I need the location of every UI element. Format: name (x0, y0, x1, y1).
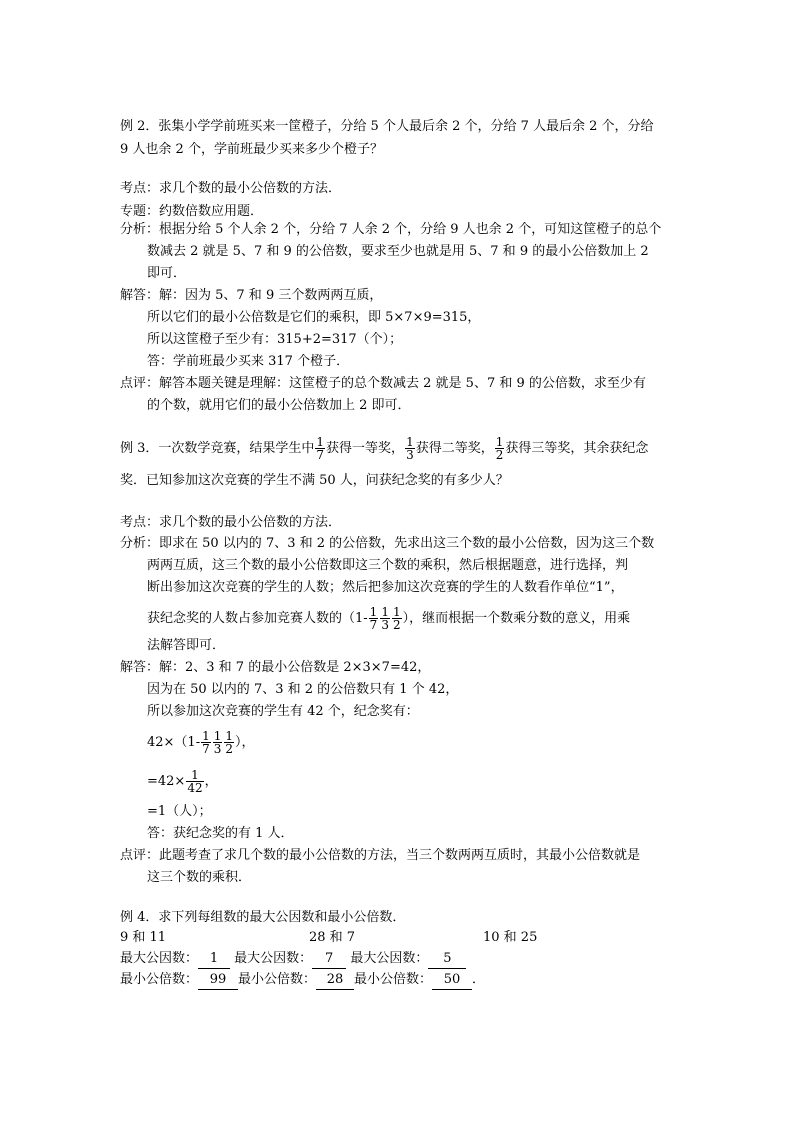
fraction-one-seventh: $\frac{1}{7}$ (316, 435, 325, 462)
fraction-one-third: $\frac{1}{3}$ (406, 435, 414, 462)
fraction-one-third: $\frac{1}{3}$ (213, 729, 222, 756)
ex2-kaodian: 考点：求几个数的最小公倍数的方法． (120, 181, 342, 196)
fraction-one-third: $\frac{1}{3}$ (381, 605, 389, 632)
ex3-answer-line7: 答：获纪念奖的有 1 人． (147, 826, 294, 841)
ex3-answer-line5: =42× $\frac{1}{42}$ ， (147, 768, 218, 795)
ex3-analysis-line4: 获纪念奖的人数占参加竞赛人数的（1- $\frac{1}{7}$ $\frac{1}{3}$ $\frac{1}{2}$ ），继而根据一个数乘分数的意义，用乘 (147, 605, 631, 632)
lcm-answer-1: 99 (198, 971, 238, 990)
ex3-question-line1 (120, 436, 648, 461)
ex2-question-line1: 例 2．张集小学学前班买来一筐橙子，分给 5 个人最后余 2 个，分给 7 人最后余 2 个，分给 (120, 119, 654, 134)
ex3-analysis-line5: 法解答即可． (147, 638, 226, 653)
ex2-analysis-line1: 分析：根据分给 5 个人余 2 个，分给 7 人余 2 个，分给 9 人也余 2 个，可知这筐橙子的总个 (120, 222, 662, 237)
ex3-answer-line3: 所以参加这次竞赛的学生有 42 个，纪念奖有： (147, 704, 419, 719)
fraction-one-fortysecond: $\frac{1}{42}$ (187, 768, 203, 795)
gcd-answer-1: 1 (198, 950, 230, 969)
ex3-comment-line1: 点评：此题考查了求几个数的最小公倍数的方法，当三个数两两互质时，其最小公倍数就是 (120, 848, 641, 863)
ex4-group3: 10 和 25 (483, 930, 538, 945)
ex3-q1-part-d: 获得三等奖，其余获纪念 (505, 441, 649, 456)
fraction-one-seventh: $\frac{1}{7}$ (202, 729, 210, 756)
ex3-analysis-line1: 分析：即求在 50 以内的 7、3 和 2 的公倍数，先求出这三个数的最小公倍数，因为这三个数 (120, 536, 655, 551)
ex3-answer-line2: 因为在 50 以内的 7、3 和 2 的公倍数只有 1 个 42， (147, 682, 459, 697)
fraction-one-seventh: $\frac{1}{7}$ (369, 605, 378, 632)
ex3-answer-line4: 42×（1- $\frac{1}{7}$ $\frac{1}{3}$ $\frac{1}{2}$ ）， (147, 729, 255, 756)
ex3-q1-part-a: 例 3．一次数学竞赛，结果学生中 (120, 441, 315, 456)
ex3-analysis-line2: 两两互质，这三个数的最小公倍数即这三个数的乘积，然后根据题意，进行选择，判 (147, 558, 629, 573)
ex4-lcm-row: 最小公倍数： 99 最小公倍数： 28 最小公倍数： 50 ． (120, 971, 485, 990)
ex3-analysis-line3: 断出参加这次竞赛的学生的人数；然后把参加这次竞赛的学生的人数看作单位“1”， (147, 580, 624, 595)
ex2-analysis-line2: 数减去 2 就是 5、7 和 9 的公倍数，要求至少也就是用 5、7 和 9 的最小公倍数加上 2 (147, 244, 649, 259)
ex4-question: 例 4．求下列每组数的最大公因数和最小公倍数． (120, 910, 406, 925)
ex3-kaodian: 考点：求几个数的最小公倍数的方法． (120, 515, 342, 530)
ex2-answer-line3: 所以这筐橙子至少有：315+2=317（个）； (147, 332, 403, 347)
ex2-comment-line2: 的个数，就用它们的最小公倍数加上 2 即可． (147, 398, 411, 413)
ex3-q1-part-c: 获得二等奖， (415, 441, 494, 456)
ex3-question-line2: 奖．已知参加这次竞赛的学生不满 50 人，问获纪念奖的有多少人？ (120, 473, 509, 488)
ex3-q1-part-b: 获得一等奖， (326, 441, 405, 456)
ex4-group2: 28 和 7 (309, 930, 356, 945)
ex2-answer-line1: 解答：解：因为 5、7 和 9 三个数两两互质， (120, 288, 383, 303)
lcm-answer-2: 28 (316, 971, 354, 990)
ex2-analysis-line3: 即可． (147, 266, 187, 281)
ex2-answer-line2: 所以它们的最小公倍数是它们的乘积，即 5×7×9=315， (147, 310, 481, 325)
ex2-comment-line1: 点评：解答本题关键是理解：这筐橙子的总个数减去 2 就是 5、7 和 9 的公倍数，求至少有 (120, 376, 646, 391)
ex3-answer-line1: 解答：解：2、3 和 7 的最小公倍数是 2×3×7=42， (120, 660, 431, 675)
ex2-question-line2: 9 人也余 2 个，学前班最少买来多少个橙子？ (120, 142, 383, 157)
ex4-gcd-row: 最大公因数： 1 最大公因数： 7 最大公因数： 5 (120, 950, 466, 969)
fraction-one-half: $\frac{1}{2}$ (225, 729, 234, 756)
ex4-group1: 9 和 11 (120, 930, 167, 945)
fraction-one-half: $\frac{1}{2}$ (392, 605, 401, 632)
gcd-answer-3: 5 (428, 950, 466, 969)
ex3-comment-line2: 这三个数的乘积． (147, 870, 252, 885)
gcd-answer-2: 7 (312, 950, 346, 969)
lcm-answer-3: 50 (432, 971, 472, 990)
ex3-answer-line6: =1（人）； (147, 804, 212, 819)
ex2-answer-line4: 答：学前班最少买来 317 个橙子． (147, 354, 350, 369)
ex2-zhuanti: 专题：约数倍数应用题． (120, 204, 264, 219)
fraction-one-half: $\frac{1}{2}$ (495, 435, 504, 462)
